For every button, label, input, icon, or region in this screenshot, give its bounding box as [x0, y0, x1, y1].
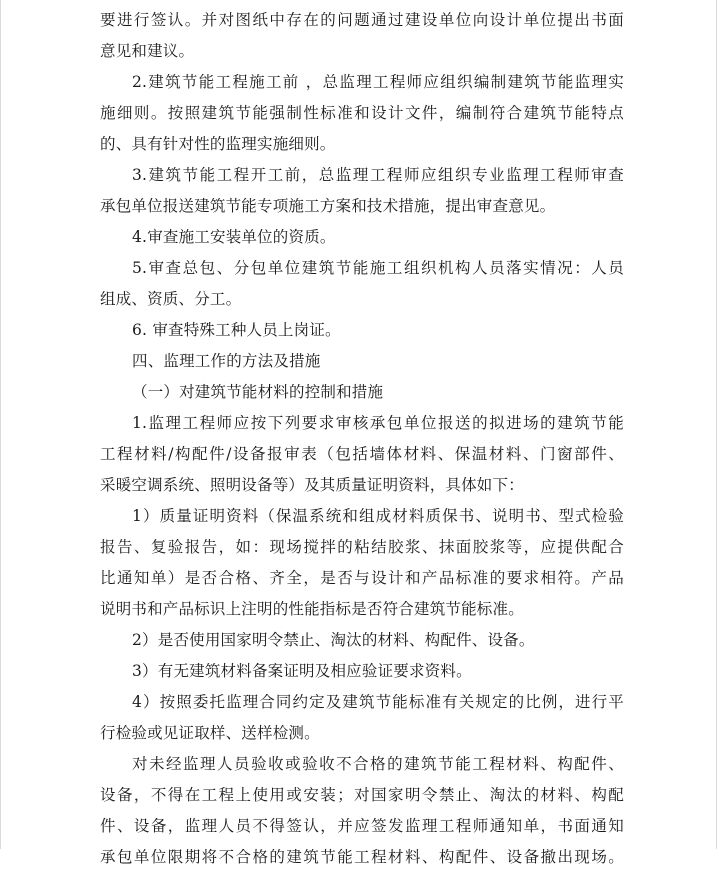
text-line: 的、具有针对性的监理实施细则。	[100, 135, 336, 153]
text-line: 工程材料/构配件/设备报审表（包括墙体材料、保温材料、门窗部件、	[100, 445, 624, 463]
section-heading: 四、监理工作的方法及措施	[132, 352, 321, 370]
text-line: 施细则。按照建筑节能强制性标准和设计文件，编制符合建筑节能特点	[100, 104, 624, 122]
text-line: 设备，不得在工程上使用或安装；对国家明令禁止、淘汰的材料、构配	[100, 786, 624, 804]
text-line: 行检验或见证取样、送样检测。	[100, 724, 320, 742]
text-line: 6. 审查特殊工种人员上岗证。	[132, 321, 341, 339]
text-line: 1.监理工程师应按下列要求审核承包单位报送的拟进场的建筑节能	[132, 414, 624, 432]
subsection-heading: （一）对建筑节能材料的控制和措施	[132, 383, 384, 401]
text-line: 组成、资质、分工。	[100, 290, 242, 308]
text-line: 2）是否使用国家明令禁止、淘汰的材料、构配件、设备。	[132, 631, 535, 649]
text-line: 3）有无建筑材料备案证明及相应验证要求资料。	[132, 662, 472, 680]
text-line: 意见和建议。	[100, 42, 195, 60]
text-line: 1）质量证明资料（保温系统和组成材料质保书、说明书、型式检验	[132, 507, 624, 525]
text-line: 2.建筑节能工程施工前 ，总监理工程师应组织编制建筑节能监理实	[132, 73, 624, 91]
text-line: 承包单位限期将不合格的建筑节能工程材料、构配件、设备撤出现场。	[100, 848, 624, 866]
text-line: 比通知单）是否合格、齐全，是否与设计和产品标准的要求相符。产品	[100, 569, 624, 587]
text-line: 4.审查施工安装单位的资质。	[132, 228, 336, 246]
text-line: 承包单位报送建筑节能专项施工方案和技术措施，提出审查意见。	[100, 197, 556, 215]
text-line: 采暖空调系统、照明设备等）及其质量证明资料，具体如下：	[100, 476, 524, 494]
text-line: 说明书和产品标识上注明的性能指标是否符合建筑节能标准。	[100, 600, 524, 618]
text-line: 对未经监理人员验收或验收不合格的建筑节能工程材料、构配件、	[132, 755, 624, 773]
text-line: 3.建筑节能工程开工前，总监理工程师应组织专业监理工程师审查	[132, 166, 624, 184]
text-line: 4）按照委托监理合同约定及建筑节能标准有关规定的比例，进行平	[132, 693, 624, 711]
text-line: 要进行签认。并对图纸中存在的问题通过建设单位向设计单位提出书面	[100, 11, 624, 29]
text-line: 报告、复验报告，如：现场搅拌的粘结胶浆、抹面胶浆等，应提供配合	[100, 538, 624, 556]
text-line: 5.审查总包、分包单位建筑节能施工组织机构人员落实情况：人员	[132, 259, 624, 277]
text-line: 件、设备，监理人员不得签认，并应签发监理工程师通知单，书面通知	[100, 817, 624, 835]
